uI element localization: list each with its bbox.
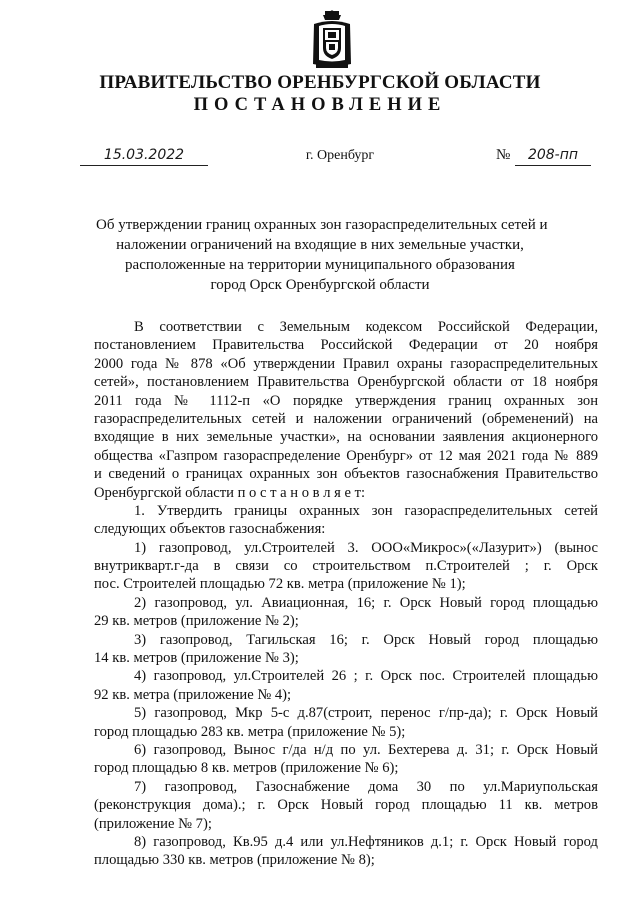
document-subject [96,215,548,295]
document-body [94,318,598,870]
subject-line: Об утверждении границ охранных зон газораспределительных сетей и [96,217,548,233]
date-underline [80,165,208,166]
list-item-5: 5) газопровод, Мкр 5-с д.87(строит, перенос г/пр-да); г. Орск Новый [134,705,598,722]
body-line: (реконструкция дома).; г. Орск Новый город площадью 11 кв. метров [94,797,598,814]
body-line: город площадью 8 кв. метров (приложение № 6); [94,760,399,777]
list-item-7: 7) газопровод, Газоснабжение дома 30 по ул.Мариупольская [134,778,598,795]
body-line: 1. Утвердить границы охранных зон газораспределительных сетей [134,502,598,519]
list-item-1: 1) газопровод, ул.Строителей 3. ООО«Микрос»(«Лазурит») (вынос [134,539,598,556]
document-city: г. Оренбург [305,148,375,163]
number-sign: № [496,147,511,163]
list-item-8: 8) газопровод, Кв.95 д.4 или ул.Нефтяников д.1; г. Орск Новый город [134,833,598,850]
body-line: 2011 года № 1112-п «О порядке утверждения границ охранных зон [94,392,598,409]
number-underline [515,165,591,166]
document-type: ПОСТАНОВЛЕНИЕ [193,95,447,115]
document-number: 208-пп [527,147,579,163]
body-line: В соответствии с Земельным кодексом Российской Федерации, [134,319,598,335]
government-title: ПРАВИТЕЛЬСТВО ОРЕНБУРГСКОЙ ОБЛАСТИ [99,72,541,93]
body-line: 2000 года № 878 «Об утверждении Правил охраны газораспределительных [94,355,598,372]
body-line: следующих объектов газоснабжения: [94,521,326,538]
body-line: 29 кв. метров (приложение № 2); [94,613,299,630]
document-date: 15.03.2022 [103,147,185,163]
body-line: пос. Строителей площадью 72 кв. метра (приложение № 1); [94,576,466,593]
body-line: Оренбургской области п о с т а н о в л я е т: [94,484,366,501]
body-line: 92 кв. метра (приложение № 4); [94,686,292,703]
subject-line: город Орск Оренбургской области [210,277,430,293]
list-item-3: 3) газопровод, Тагильская 16; г. Орск Новый город площадью [134,631,598,648]
subject-line: расположенные на территории муниципального образования [125,257,515,273]
body-line: площадью 330 кв. метров (приложение № 8); [94,852,375,869]
body-line: (приложение № 7); [94,815,212,832]
body-line: газораспределительных сетей и наложении ограничений (обременений) на [94,410,598,427]
coat-of-arms-icon [310,10,354,70]
subject-line: наложении ограничений на входящие в них земельные участки, [116,237,524,253]
body-line: сетей», постановлением Правительства Оренбургской области от 18 ноября [94,374,598,391]
body-line: общества «Газпром газораспределение Оренбург» от 12 мая 2021 года № 889 [94,447,598,464]
body-line: город площадью 283 кв. метра (приложение № 5); [94,723,406,740]
body-line: 14 кв. метров (приложение № 3); [94,650,299,667]
body-line: и сведений о границах охранных зон объектов газоснабжения Правительство [94,466,598,483]
body-line: входящие в них земельные участки», на основании заявления акционерного [94,429,598,446]
list-item-6: 6) газопровод, Вынос г/да н/д по ул. Бехтерева д. 31; г. Орск Новый [134,741,598,758]
list-item-2: 2) газопровод, ул. Авиационная, 16; г. Орск Новый город площадью [134,594,598,611]
body-line: постановлением Правительства Российской Федерации от 20 ноября [94,337,598,354]
body-line: внутрикварт.г-да в связи со строительством п.Строителей ; г. Орск [94,558,598,575]
list-item-4: 4) газопровод, ул.Строителей 26 ; г. Орск пос. Строителей площадью [134,668,598,685]
document-meta [0,147,640,169]
